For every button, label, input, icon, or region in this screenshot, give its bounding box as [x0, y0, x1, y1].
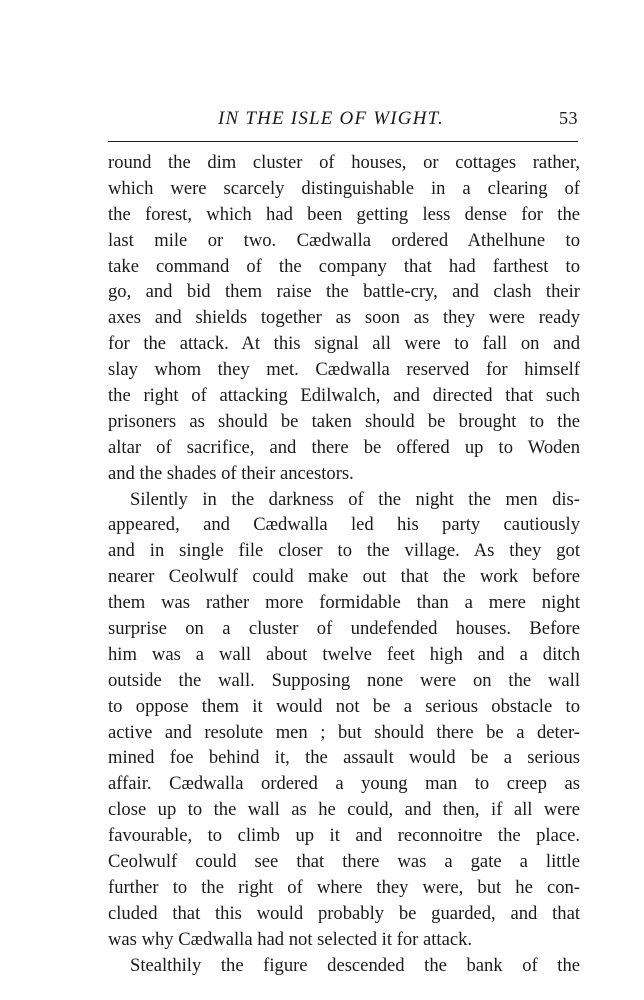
- text-line: which were scarcely distinguishable in a clearing of: [108, 177, 580, 199]
- text-line: Stealthily the figure descended the bank of the: [130, 954, 580, 976]
- text-line: last mile or two. Cædwalla ordered Athelhune to: [108, 229, 580, 251]
- text-line: Silently in the darkness of the night the men dis-: [130, 488, 580, 510]
- text-line: to oppose them it would not be a serious obstacle to: [108, 695, 580, 717]
- text-line: prisoners as should be taken should be brought to the: [108, 410, 580, 432]
- text-line: nearer Ceolwulf could make out that the work before: [108, 566, 580, 588]
- text-line: axes and shields together as soon as they were ready: [108, 307, 580, 329]
- text-line: close up to the wall as he could, and then, if all were: [108, 799, 580, 821]
- text-line: for the attack. At this signal all were to fall on and: [108, 333, 580, 355]
- page-number: 53: [559, 108, 578, 128]
- text-line: take command of the company that had farthest to: [108, 255, 580, 277]
- text-line: altar of sacrifice, and there be offered up to Woden: [108, 436, 580, 458]
- text-line: them was rather more formidable than a mere night: [108, 592, 580, 614]
- running-title: IN THE ISLE OF WIGHT.: [218, 108, 444, 129]
- text-line: surprise on a cluster of undefended houses. Before: [108, 618, 580, 640]
- text-line: and the shades of their ancestors.: [108, 462, 354, 484]
- text-line: affair. Cædwalla ordered a young man to creep as: [108, 773, 580, 795]
- text-line: further to the right of where they were, but he con-: [108, 876, 580, 898]
- text-line: active and resolute men ; but should there be a deter-: [108, 721, 580, 743]
- text-line: favourable, to climb up it and reconnoitre the place.: [108, 825, 580, 847]
- text-line: round the dim cluster of houses, or cottages rather,: [108, 152, 580, 173]
- text-line: mined foe behind it, the assault would be a serious: [108, 747, 580, 769]
- text-line: and in single file closer to the village. As they got: [108, 540, 580, 562]
- text-line: slay whom they met. Cædwalla reserved for himself: [108, 359, 580, 381]
- text-line: the forest, which had been getting less dense for the: [108, 203, 580, 225]
- text-line: him was a wall about twelve feet high and a ditch: [108, 643, 580, 665]
- text-line: appeared, and Cædwalla led his party cautiously: [108, 514, 580, 536]
- text-line: outside the wall. Supposing none were on the wall: [108, 669, 580, 691]
- text-line: was why Cædwalla had not selected it for attack.: [108, 928, 473, 950]
- body-text: [108, 150, 580, 979]
- text-line: Ceolwulf could see that there was a gate a little: [108, 851, 580, 873]
- text-line: go, and bid them raise the battle-cry, and clash their: [108, 281, 580, 303]
- running-header: [108, 108, 578, 136]
- text-line: the right of attacking Edilwalch, and directed that such: [108, 385, 580, 407]
- text-line: cluded that this would probably be guarded, and that: [108, 902, 580, 924]
- header-rule: [108, 141, 578, 142]
